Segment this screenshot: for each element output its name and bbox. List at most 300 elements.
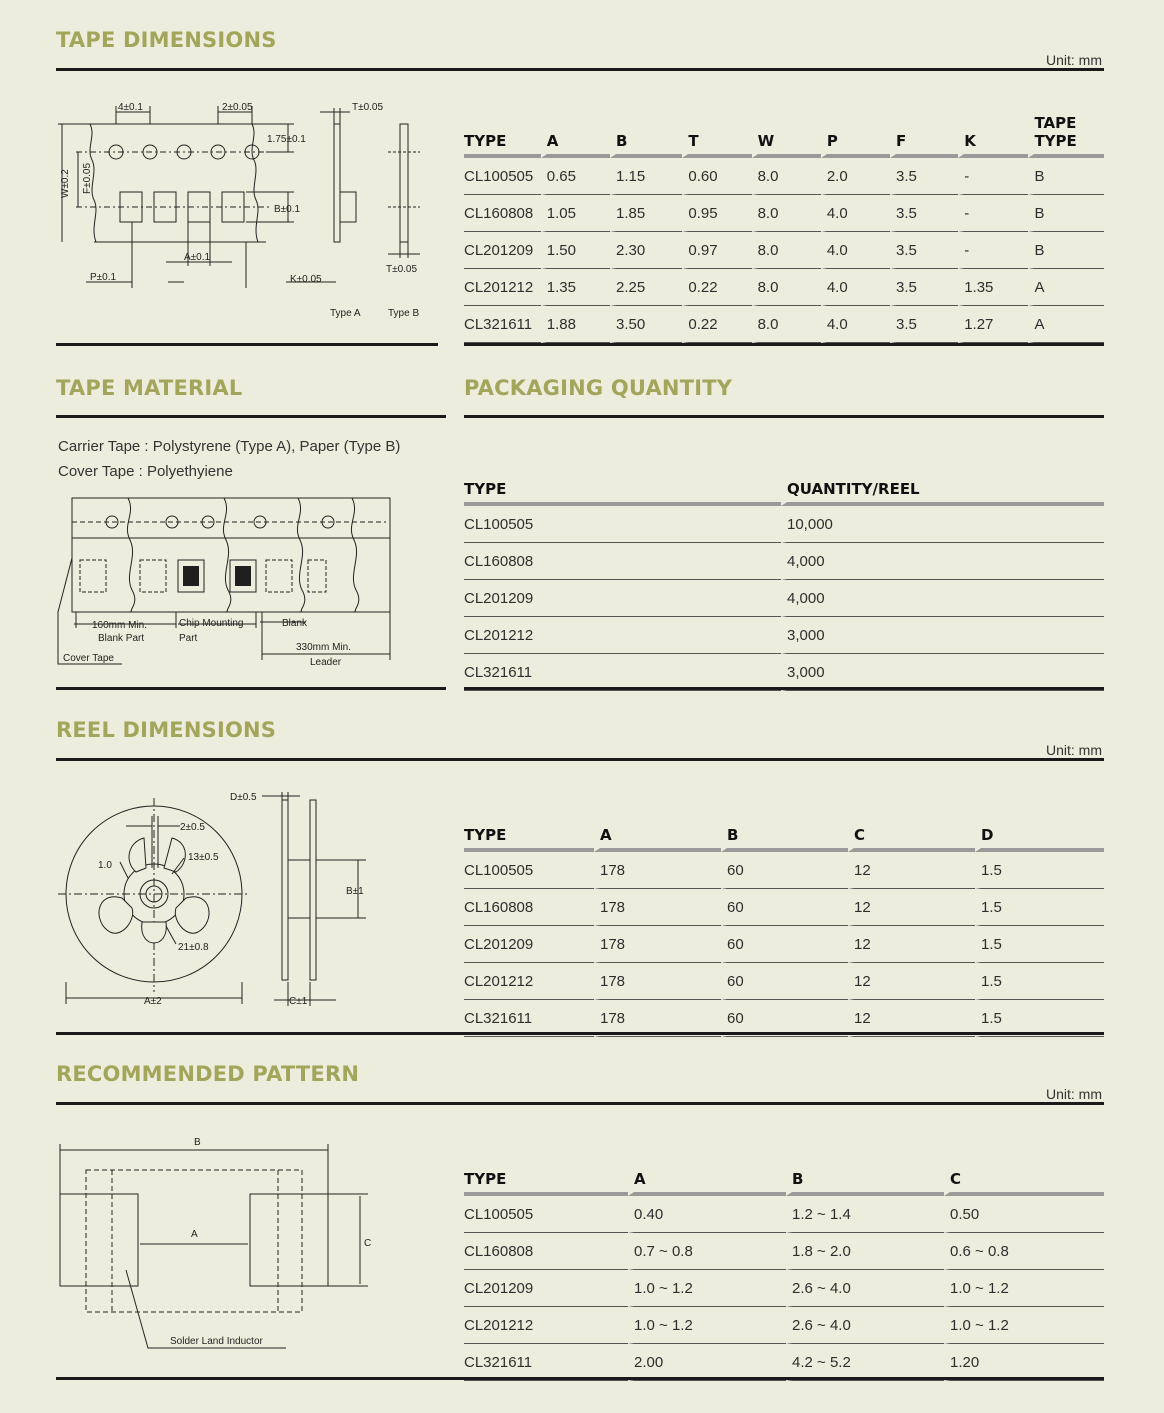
pattern-unit-label: Unit: mm (1046, 1086, 1102, 1102)
tape-material-bottom-rule (56, 687, 446, 690)
cell-text: 0.7 ~ 0.8 (634, 1242, 693, 1260)
cell-text: 4,000 (787, 589, 825, 607)
col-header-c: C (944, 1170, 1104, 1196)
label-typea: Type A (330, 308, 361, 319)
col-header-a: A (541, 114, 610, 158)
table-cell (890, 158, 958, 195)
table-cell (944, 1196, 1104, 1233)
cell-text: B (1034, 167, 1045, 185)
table-cell (594, 963, 721, 1000)
table-cell (848, 963, 975, 1000)
cell-text: 0.40 (634, 1205, 664, 1223)
cell-text: 2.6 ~ 4.0 (792, 1316, 851, 1334)
table-cell (752, 269, 821, 306)
table-header-row (464, 480, 1104, 506)
table-cell (944, 1344, 1104, 1381)
table-cell (781, 506, 1104, 543)
table-cell (890, 195, 958, 232)
table-cell (786, 1196, 944, 1233)
table-cell (610, 232, 682, 269)
cell-text: 1.0 ~ 1.2 (950, 1316, 1009, 1334)
cell-text: 2.30 (616, 241, 646, 259)
table-cell (786, 1233, 944, 1270)
cell-text: 0.22 (688, 278, 718, 296)
cell-text: A (1034, 315, 1045, 333)
cell-text: CL321611 (464, 1009, 533, 1027)
col-header-type: TYPE (464, 1170, 628, 1196)
table-cell (1028, 232, 1104, 269)
cell-text: 8.0 (757, 167, 779, 185)
col-header-b: B (786, 1170, 944, 1196)
table-cell (1028, 158, 1104, 195)
table-row (464, 1270, 1104, 1307)
table-cell (464, 926, 594, 963)
col-header-tape-type: TAPE TYPE (1028, 114, 1104, 158)
table-cell (541, 158, 610, 195)
label-t1: T±0.05 (352, 102, 384, 113)
cell-text: CL321611 (464, 663, 533, 681)
cell-text: 8.0 (757, 241, 779, 259)
table-cell (610, 158, 682, 195)
label-blank1: 160mm Min. (92, 620, 148, 631)
reel-dimensions-rule (56, 758, 1104, 761)
label-s2: 2±0.5 (180, 822, 205, 833)
table-cell (594, 889, 721, 926)
cell-text: CL201209 (464, 241, 534, 259)
table-cell (464, 654, 781, 691)
label-a: A (191, 1229, 198, 1240)
table-row (464, 506, 1104, 543)
label-leader: 330mm Min. (296, 642, 352, 653)
recommended-pattern-diagram (56, 1130, 386, 1354)
label-r1: 1.0 (98, 860, 112, 871)
tape-left-bottom-rule (56, 343, 438, 346)
table-cell (610, 306, 682, 343)
cell-text: CL160808 (464, 898, 534, 916)
cell-text: 3.5 (896, 167, 917, 185)
table-cell (975, 889, 1104, 926)
table-cell (890, 269, 958, 306)
col-header-c: C (848, 826, 975, 852)
table-cell (464, 580, 781, 617)
label-blank2: Blank (282, 618, 308, 629)
label-chipb: Part (179, 633, 198, 644)
table-row (464, 926, 1104, 963)
label-pitch4: 4±0.1 (118, 102, 143, 113)
col-header-type: TYPE (464, 480, 781, 506)
cell-text: 12 (854, 1009, 871, 1027)
cell-text: 60 (727, 972, 744, 990)
table-row (464, 1196, 1104, 1233)
col-header-b: B (721, 826, 848, 852)
cell-text: 1.85 (616, 204, 646, 222)
cell-text: 1.50 (546, 241, 576, 259)
cell-text: 8.0 (757, 204, 779, 222)
cell-text: 4.2 ~ 5.2 (792, 1353, 851, 1371)
cell-text: CL201212 (464, 626, 534, 644)
table-cell (628, 1344, 786, 1381)
cell-text: 60 (727, 898, 744, 916)
table-cell (752, 232, 821, 269)
reel-dimensions-diagram (56, 782, 376, 1014)
cell-text: 0.97 (688, 241, 718, 259)
table-cell (848, 852, 975, 889)
tape-dimensions-rule (56, 68, 1104, 71)
label-blank1b: Blank Part (98, 633, 145, 644)
label-a: A±2 (144, 996, 162, 1007)
cell-text: 60 (727, 1009, 744, 1027)
table-cell (958, 306, 1028, 343)
label-cover: Cover Tape (63, 653, 114, 664)
cell-text: 8.0 (757, 315, 779, 333)
cell-text: 1.27 (964, 315, 994, 333)
label-leaderb: Leader (310, 657, 342, 668)
table-cell (541, 306, 610, 343)
label-c: C (364, 1238, 372, 1249)
table-cell (752, 158, 821, 195)
cell-text: 0.60 (688, 167, 718, 185)
cell-text: 3.5 (896, 241, 917, 259)
table-cell (752, 195, 821, 232)
table-cell (890, 232, 958, 269)
cell-text: CL321611 (464, 1353, 533, 1371)
table-cell (464, 852, 594, 889)
label-e: 1.75±0.1 (267, 134, 306, 145)
table-cell (464, 506, 781, 543)
table-cell (464, 617, 781, 654)
table-cell (781, 654, 1104, 691)
reel-bottom-rule (56, 1032, 1104, 1035)
cell-text: 0.6 ~ 0.8 (950, 1242, 1009, 1260)
table-cell (541, 232, 610, 269)
cell-text: 10,000 (787, 515, 833, 533)
table-cell (821, 158, 890, 195)
pattern-bottom-rule (56, 1377, 1104, 1380)
tape-material-rule (56, 415, 446, 418)
table-cell (781, 580, 1104, 617)
cell-text: 1.5 (981, 972, 1002, 990)
cell-text: 0.65 (546, 167, 576, 185)
cell-text: 4.0 (826, 241, 848, 259)
table-cell (464, 269, 541, 306)
table-cell (1028, 306, 1104, 343)
cell-text: 1.5 (981, 861, 1002, 879)
cell-text: 12 (854, 898, 871, 916)
cell-text: 4.0 (826, 278, 848, 296)
label-r13: 13±0.5 (188, 852, 219, 863)
cell-text: CL201209 (464, 589, 534, 607)
table-cell (628, 1270, 786, 1307)
table-cell (1028, 195, 1104, 232)
packaging-quantity-title: PACKAGING QUANTITY (464, 376, 733, 400)
cell-text: 2.6 ~ 4.0 (792, 1279, 851, 1297)
table-row (464, 543, 1104, 580)
cell-text: 0.22 (688, 315, 718, 333)
cell-text: 1.5 (981, 1009, 1002, 1027)
cell-text: 1.5 (981, 935, 1002, 953)
col-header-type: TYPE (464, 826, 594, 852)
table-cell (781, 543, 1104, 580)
label-pitch2: 2±0.05 (222, 102, 253, 113)
cell-text: 4.0 (826, 204, 848, 222)
table-row (464, 158, 1104, 195)
cell-text: 178 (600, 1009, 626, 1027)
tape-material-diagram (56, 494, 396, 674)
cell-text: 1.8 ~ 2.0 (792, 1242, 851, 1260)
label-k: K±0.05 (290, 274, 322, 285)
cell-text: A (1034, 278, 1045, 296)
table-cell (682, 306, 751, 343)
carrier-tape-text: Carrier Tape : Polystyrene (Type A), Paper (Type B) (58, 438, 401, 455)
label-typeb: Type B (388, 308, 420, 319)
cell-text: 0.95 (688, 204, 718, 222)
table-row (464, 269, 1104, 306)
col-header-b: B (610, 114, 682, 158)
cell-text: CL160808 (464, 552, 534, 570)
cell-text: 1.20 (950, 1353, 980, 1371)
table-cell (594, 926, 721, 963)
cell-text: CL160808 (464, 1242, 534, 1260)
table-row (464, 852, 1104, 889)
table-cell (975, 963, 1104, 1000)
table-cell (464, 306, 541, 343)
cell-text: 3.5 (896, 204, 917, 222)
cell-text: CL100505 (464, 861, 534, 879)
cell-text: 1.2 ~ 1.4 (792, 1205, 851, 1223)
col-header-type: TYPE (464, 114, 541, 158)
cell-text: 1.88 (546, 315, 576, 333)
recommended-pattern-table (464, 1170, 1104, 1381)
col-header-quantity: QUANTITY/REEL (781, 480, 1104, 506)
table-cell (721, 963, 848, 1000)
table-cell (464, 1307, 628, 1344)
label-chip: Chip Mounting (179, 618, 244, 629)
cell-text: CL201209 (464, 935, 534, 953)
cell-text: 178 (600, 972, 626, 990)
table-row (464, 306, 1104, 343)
label-solder: Solder Land Inductor (170, 1336, 263, 1347)
table-cell (958, 158, 1028, 195)
recommended-pattern-title: RECOMMENDED PATTERN (56, 1062, 360, 1086)
table-cell (821, 232, 890, 269)
label-t2: T±0.05 (386, 264, 418, 275)
table-cell (848, 889, 975, 926)
cell-text: 2.25 (616, 278, 646, 296)
table-cell (786, 1307, 944, 1344)
table-header-row (464, 826, 1104, 852)
cell-text: 8.0 (757, 278, 779, 296)
table-cell (464, 1270, 628, 1307)
col-header-k: K (958, 114, 1028, 158)
table-cell (958, 195, 1028, 232)
cell-text: CL100505 (464, 1205, 534, 1223)
cell-text: CL100505 (464, 515, 534, 533)
cell-text: CL100505 (464, 167, 534, 185)
table-cell (464, 543, 781, 580)
table-header-row (464, 114, 1104, 158)
label-a: A±0.1 (184, 252, 211, 263)
tape-table-bottom-rule (464, 343, 1104, 346)
table-row (464, 195, 1104, 232)
cell-text: 1.0 ~ 1.2 (634, 1316, 693, 1334)
table-cell (628, 1233, 786, 1270)
table-cell (610, 195, 682, 232)
cell-text: 2.0 (826, 167, 848, 185)
table-cell (821, 269, 890, 306)
table-cell (958, 232, 1028, 269)
cell-text: CL201212 (464, 1316, 534, 1334)
cell-text: 3.50 (616, 315, 646, 333)
cell-text: CL321611 (464, 315, 533, 333)
table-cell (464, 1196, 628, 1233)
cell-text: 2.00 (634, 1353, 664, 1371)
col-header-a: A (594, 826, 721, 852)
cell-text: - (964, 167, 970, 185)
col-header-d: D (975, 826, 1104, 852)
table-cell (464, 232, 541, 269)
col-header-t: T (682, 114, 751, 158)
table-cell (958, 269, 1028, 306)
cell-text: 1.5 (981, 898, 1002, 916)
reel-unit-label: Unit: mm (1046, 742, 1102, 758)
table-row (464, 654, 1104, 691)
table-cell (975, 926, 1104, 963)
cell-text: 1.0 ~ 1.2 (634, 1279, 693, 1297)
col-header-a: A (628, 1170, 786, 1196)
label-w: W±0.2 (60, 169, 71, 198)
cell-text: 1.35 (964, 278, 994, 296)
table-cell (464, 963, 594, 1000)
cell-text: 3.5 (896, 278, 917, 296)
table-cell (464, 195, 541, 232)
recommended-pattern-rule (56, 1102, 1104, 1105)
table-cell (682, 158, 751, 195)
table-cell (682, 269, 751, 306)
cell-text: - (964, 204, 970, 222)
table-cell (541, 195, 610, 232)
label-p: P±0.1 (90, 272, 117, 283)
table-cell (628, 1307, 786, 1344)
table-cell (682, 195, 751, 232)
table-row (464, 232, 1104, 269)
label-b: B±1 (346, 886, 364, 897)
table-cell (821, 306, 890, 343)
table-cell (628, 1196, 786, 1233)
table-cell (721, 926, 848, 963)
table-cell (464, 158, 541, 195)
cell-text: 12 (854, 935, 871, 953)
cell-text: 1.35 (546, 278, 576, 296)
cell-text: 12 (854, 861, 871, 879)
table-cell (781, 617, 1104, 654)
cell-text: B (1034, 204, 1045, 222)
label-d: D±0.5 (230, 792, 257, 803)
packaging-quantity-table (464, 480, 1104, 691)
table-row (464, 1233, 1104, 1270)
table-cell (848, 926, 975, 963)
cell-text: 1.05 (546, 204, 576, 222)
table-row (464, 889, 1104, 926)
cell-text: 178 (600, 935, 626, 953)
table-cell (786, 1344, 944, 1381)
table-cell (464, 1233, 628, 1270)
table-cell (821, 195, 890, 232)
table-cell (721, 852, 848, 889)
tape-material-title: TAPE MATERIAL (56, 376, 243, 400)
table-row (464, 617, 1104, 654)
label-c: C±1 (289, 996, 308, 1007)
cell-text: 3,000 (787, 626, 825, 644)
table-cell (464, 889, 594, 926)
label-b: B (194, 1137, 201, 1148)
cell-text: 4,000 (787, 552, 825, 570)
cell-text: - (964, 241, 970, 259)
table-cell (786, 1270, 944, 1307)
table-cell (682, 232, 751, 269)
reel-dimensions-title: REEL DIMENSIONS (56, 718, 277, 742)
cell-text: 178 (600, 861, 626, 879)
col-header-w: W (752, 114, 821, 158)
col-header-p: P (821, 114, 890, 158)
tape-dimensions-diagram (56, 96, 436, 328)
cell-text: 1.15 (616, 167, 646, 185)
cell-text: 60 (727, 935, 744, 953)
table-row (464, 580, 1104, 617)
table-row (464, 963, 1104, 1000)
packaging-quantity-rule (464, 415, 1104, 418)
table-cell (541, 269, 610, 306)
cell-text: 3,000 (787, 663, 825, 681)
tape-unit-label: Unit: mm (1046, 52, 1102, 68)
cell-text: 12 (854, 972, 871, 990)
cell-text: 4.0 (826, 315, 848, 333)
tape-dimensions-table (464, 114, 1104, 343)
table-cell (944, 1233, 1104, 1270)
cell-text: CL201212 (464, 278, 534, 296)
table-row (464, 1307, 1104, 1344)
col-header-f: F (890, 114, 958, 158)
cell-text: CL160808 (464, 204, 534, 222)
cell-text: 0.50 (950, 1205, 980, 1223)
label-f: F±0.05 (82, 162, 93, 194)
table-cell (944, 1270, 1104, 1307)
reel-dimensions-table (464, 826, 1104, 1037)
table-cell (610, 269, 682, 306)
label-b: B±0.1 (274, 204, 301, 215)
cell-text: B (1034, 241, 1045, 259)
cell-text: 1.0 ~ 1.2 (950, 1279, 1009, 1297)
cover-tape-text: Cover Tape : Polyethyiene (58, 463, 233, 480)
table-cell (975, 852, 1104, 889)
cell-text: 3.5 (896, 315, 917, 333)
table-cell (944, 1307, 1104, 1344)
table-cell (1028, 269, 1104, 306)
cell-text: 178 (600, 898, 626, 916)
table-cell (752, 306, 821, 343)
cell-text: CL201209 (464, 1279, 534, 1297)
table-cell (890, 306, 958, 343)
cell-text: 60 (727, 861, 744, 879)
table-header-row (464, 1170, 1104, 1196)
table-row (464, 1344, 1104, 1381)
table-cell (464, 1344, 628, 1381)
table-cell (594, 852, 721, 889)
cell-text: CL201212 (464, 972, 534, 990)
packaging-bottom-rule (464, 687, 1104, 690)
tape-dimensions-title: TAPE DIMENSIONS (56, 28, 277, 52)
table-cell (721, 889, 848, 926)
label-r21: 21±0.8 (178, 942, 209, 953)
